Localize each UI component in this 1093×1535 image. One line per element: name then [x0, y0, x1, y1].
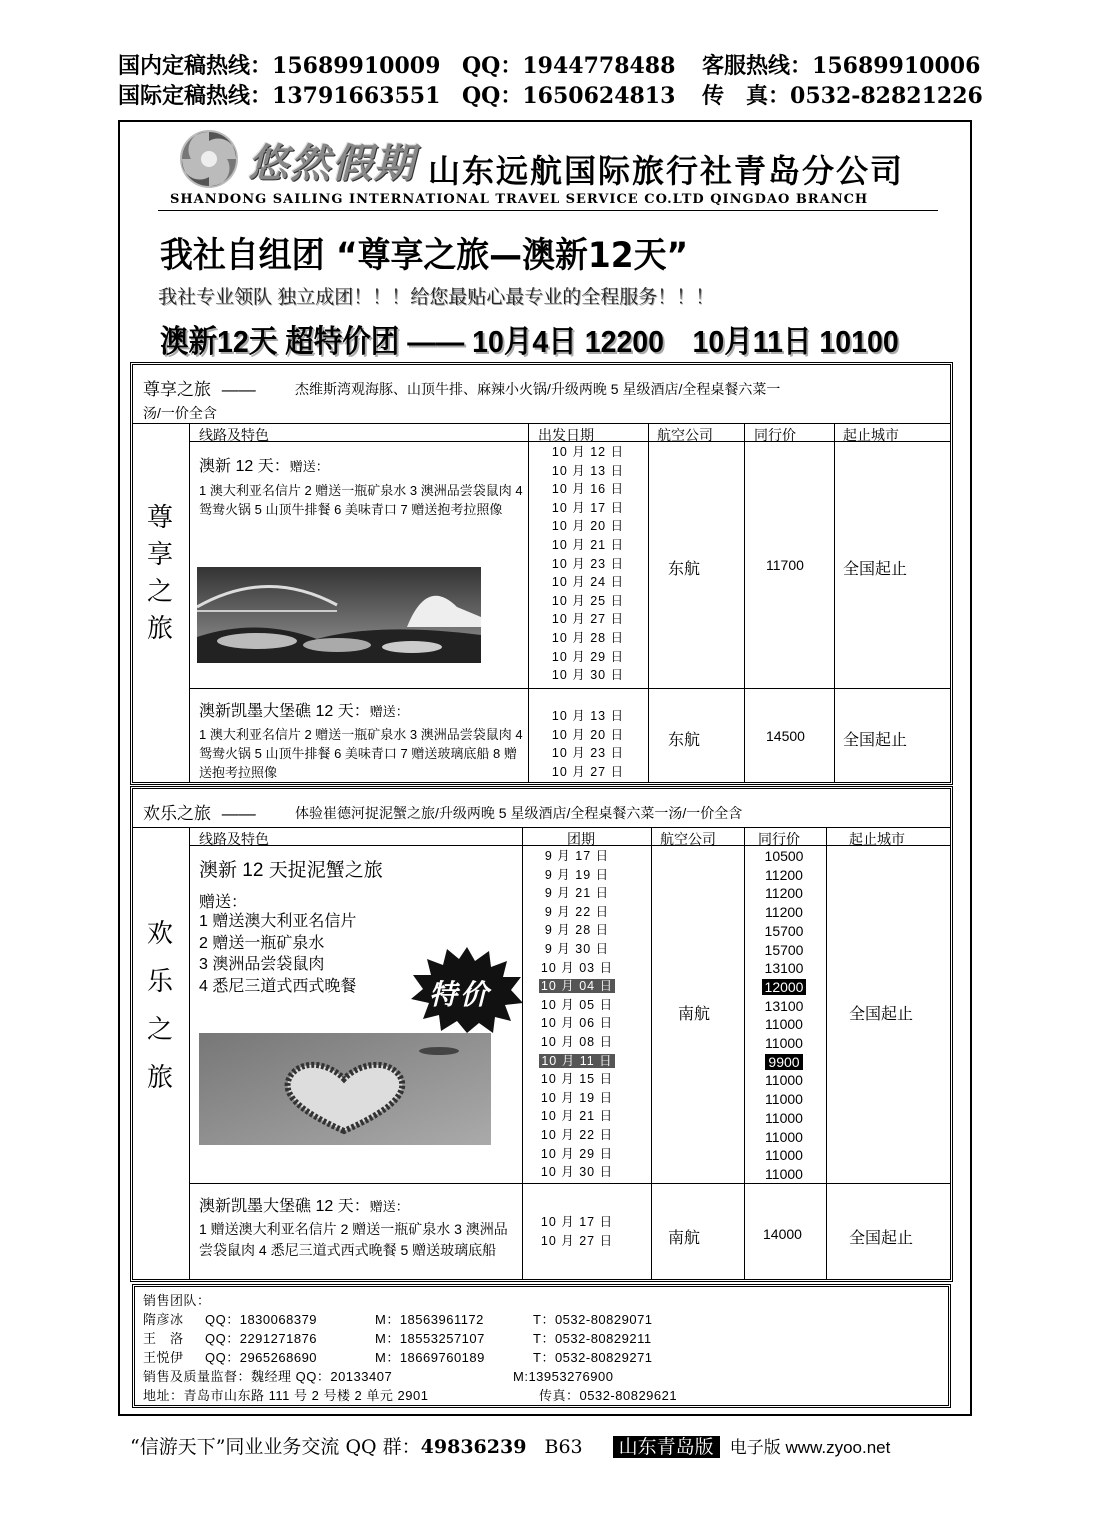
footer-qq-group: 49836239 — [420, 1436, 527, 1458]
gift-label: 赠送： — [369, 1199, 409, 1214]
agency-name-cn: 山东远航国际旅行社青岛分公司 — [428, 152, 905, 190]
agency-name-en: SHANDONG SAILING INTERNATIONAL TRAVEL SERVICE CO.LTD QINGDAO BRANCH — [170, 192, 869, 207]
route-title-text: 澳新凯墨大堡礁 12 天： — [199, 703, 370, 720]
promo-title: 我社自组团 “尊享之旅—澳新12天” — [160, 236, 689, 276]
route-title-text: 澳新凯墨大堡礁 12 天： — [199, 1198, 370, 1215]
promo-price-line: 澳新12天 超特价团 —— 10月4日 12200 10月11日 10100 — [160, 324, 899, 359]
gift-item: 4 悉尼三道式西式晚餐 — [199, 977, 357, 995]
logo-text: 悠然假期 — [248, 140, 416, 187]
date-list — [522, 1213, 632, 1250]
route-title — [199, 698, 409, 721]
route-title-text: 澳新 12 天： — [199, 458, 290, 475]
price-item: 11000 — [765, 1147, 803, 1164]
col-header-date: 团期 — [567, 831, 595, 847]
domestic-qq — [462, 53, 675, 79]
service-hotline — [702, 53, 980, 79]
col-rule — [834, 423, 835, 782]
promo-subtitle: 我社专业领队 独立成团！！！给您最贴心最专业的全程服务！！！ — [158, 287, 715, 308]
date-item: 10 月 20 日 — [551, 727, 625, 742]
price-cell: 11700 — [766, 557, 804, 573]
price-item: 15700 — [764, 941, 804, 958]
col-rule — [189, 423, 190, 782]
section-desc: 体验崔德河捉泥蟹之旅/升级两晚 5 星级酒店/全程桌餐六菜一汤/一价全含 — [295, 805, 743, 821]
sales-member-mobile: M：18563961172 — [375, 1312, 484, 1327]
airline-cell: 东航 — [668, 732, 701, 749]
route-title: 澳新 12 天捉泥蟹之旅 — [199, 860, 383, 881]
date-list — [522, 847, 632, 1182]
date-item: 10 月 28 日 — [551, 630, 625, 645]
date-item-highlighted — [522, 1052, 632, 1071]
table-rule — [189, 688, 950, 689]
address: 地址：青岛市山东路 111 号 2 号楼 2 单元 2901 — [143, 1388, 429, 1403]
col-rule — [189, 827, 190, 1279]
gift-item: 2 赠送一瓶矿泉水 — [199, 934, 325, 952]
section-title — [143, 375, 256, 400]
date-item: 9 月 30 日 — [544, 941, 610, 956]
domestic-hotline-phone: 15689910009 — [272, 53, 441, 79]
price-list — [744, 847, 824, 1184]
domestic-hotline-label: 国内定稿热线： — [118, 53, 273, 79]
footer-page-code: B63 — [544, 1436, 583, 1458]
highlight-date: 10 月 11 日 — [541, 1053, 613, 1068]
date-item: 10 月 06 日 — [540, 1016, 614, 1031]
sales-member-name: 王悦伊 — [143, 1350, 184, 1365]
section-desc-line1: 杰维斯湾观海豚、山顶牛排、麻辣小火锅/升级两晚 5 星级酒店/全程桌餐六菜一 — [295, 381, 781, 397]
section-zunxiang — [130, 362, 953, 785]
intl-hotline-phone: 13791663551 — [272, 83, 441, 109]
qq-label: QQ： — [462, 83, 523, 109]
date-item: 9 月 28 日 — [544, 923, 610, 938]
table-rule — [133, 827, 950, 828]
section-title-text: 欢乐之旅 — [143, 804, 211, 823]
date-item: 10 月 22 日 — [540, 1127, 614, 1142]
col-rule — [651, 827, 652, 1279]
price-item: 11200 — [765, 904, 803, 921]
date-item: 10 月 03 日 — [540, 960, 614, 975]
footer-site: 电子版 www.zyoo.net — [729, 1438, 891, 1457]
date-item: 9 月 21 日 — [544, 886, 610, 901]
price-cell: 14500 — [766, 728, 805, 744]
intl-qq — [462, 83, 675, 109]
sales-team-box — [132, 1284, 951, 1408]
date-item: 10 月 30 日 — [540, 1165, 614, 1180]
footer-edition-badge: 山东青岛版 — [613, 1436, 720, 1458]
footer-slogan: “信游天下”同业业务交流 QQ 群： — [130, 1436, 421, 1458]
gift-item: 3 澳洲品尝袋鼠肉 — [199, 956, 325, 973]
section-huanle — [130, 786, 953, 1282]
date-item: 10 月 16 日 — [551, 482, 625, 497]
route-title — [199, 453, 329, 476]
col-header-date: 出发日期 — [538, 427, 594, 443]
city-cell: 全国起止 — [849, 1230, 914, 1247]
date-list — [528, 707, 648, 781]
intl-hotline-label: 国际定稿热线： — [118, 83, 273, 109]
section-desc-line2: 汤/一价全含 — [143, 405, 217, 421]
city-cell: 全国起止 — [843, 732, 908, 749]
qq-value: 1650624813 — [522, 83, 676, 109]
date-item: 10 月 20 日 — [551, 519, 625, 534]
sales-member-mobile: M：18553257107 — [375, 1331, 485, 1346]
sales-title: 销售团队： — [143, 1293, 211, 1308]
date-item: 10 月 25 日 — [551, 593, 625, 608]
city-cell: 全国起止 — [849, 1006, 914, 1023]
date-item: 10 月 27 日 — [551, 612, 625, 627]
col-rule — [744, 423, 745, 782]
price-item: 11000 — [765, 1091, 803, 1108]
table-rule — [189, 1183, 950, 1184]
date-item: 10 月 27 日 — [540, 1233, 614, 1248]
price-item: 11000 — [765, 1128, 803, 1145]
price-item-highlighted — [744, 1053, 824, 1072]
section-dash: —— — [221, 380, 256, 399]
hotline-row-1 — [118, 53, 440, 79]
qq-value: 1944778488 — [522, 53, 676, 79]
price-item: 11000 — [765, 1109, 803, 1126]
col-rule — [648, 423, 649, 782]
supervisor: 销售及质量监督：魏经理 QQ：20133407 — [143, 1369, 393, 1384]
service-phone: 15689910006 — [812, 53, 981, 79]
date-item: 9 月 22 日 — [544, 904, 610, 919]
highlight-price: 9900 — [765, 1054, 802, 1070]
sales-member-name: 王 洛 — [143, 1331, 184, 1346]
date-item: 10 月 17 日 — [551, 500, 625, 515]
footer — [130, 1432, 890, 1459]
price-item: 11000 — [765, 1072, 803, 1089]
route-gifts: 1 澳大利亚名信片 2 赠送一瓶矿泉水 3 澳洲品尝袋鼠肉 4 鸳鸯火锅 5 山顶牛排餐 6 美味青口 7 赠送抱考拉照像 — [199, 483, 523, 517]
sales-member-name: 隋彦冰 — [143, 1312, 184, 1327]
sales-member-tel: T：0532-80829071 — [533, 1312, 653, 1327]
price-item: 13100 — [764, 960, 804, 977]
col-header-price: 同行价 — [758, 831, 800, 847]
date-item: 10 月 13 日 — [551, 709, 625, 723]
gift-label: 赠送： — [289, 459, 329, 474]
col-header-airline: 航空公司 — [660, 831, 716, 847]
date-item: 9 月 17 日 — [544, 849, 610, 863]
route-gifts: 1 澳大利亚名信片 2 赠送一瓶矿泉水 3 澳洲品尝袋鼠肉 4 鸳鸯火锅 5 山顶牛排餐 6 美味青口 7 赠送玻璃底船 8 赠送抱考拉照像 — [199, 727, 523, 780]
city-cell: 全国起止 — [843, 561, 908, 578]
date-item: 9 月 19 日 — [544, 867, 610, 882]
date-item: 10 月 23 日 — [551, 556, 625, 571]
col-header-city: 起止城市 — [843, 427, 899, 443]
price-item: 13100 — [764, 997, 804, 1014]
gift-list — [199, 911, 356, 997]
date-item: 10 月 23 日 — [551, 746, 625, 761]
airline-cell: 东航 — [668, 561, 701, 578]
airline-cell: 南航 — [678, 1006, 711, 1023]
agency-header — [158, 128, 938, 214]
highlight-price: 12000 — [762, 979, 807, 995]
date-item: 10 月 30 日 — [551, 668, 625, 683]
gift-item: 1 赠送澳大利亚名信片 — [199, 913, 357, 930]
col-header-price: 同行价 — [754, 427, 796, 443]
price-item: 11200 — [765, 885, 803, 902]
sales-member-qq: QQ：2965268690 — [205, 1350, 318, 1365]
logo-swirl-icon — [178, 128, 240, 190]
date-item: 10 月 27 日 — [551, 764, 625, 779]
price-item: 10500 — [764, 848, 804, 864]
section-title-text: 尊享之旅 — [143, 380, 211, 399]
gift-label: 赠送： — [199, 894, 248, 911]
date-list — [528, 443, 648, 685]
col-header-route: 线路及特色 — [199, 427, 269, 443]
col-rule — [826, 827, 827, 1279]
qq-label: QQ： — [462, 53, 523, 79]
date-item: 10 月 24 日 — [551, 575, 625, 590]
price-item: 11200 — [765, 866, 803, 883]
sydney-harbour-photo — [197, 567, 481, 663]
date-item: 10 月 13 日 — [551, 463, 625, 478]
price-item-highlighted — [744, 978, 824, 997]
col-header-airline: 航空公司 — [657, 427, 713, 443]
section-vertical-label: 尊享之旅 — [146, 502, 173, 643]
date-item: 10 月 17 日 — [540, 1215, 614, 1229]
header-divider — [158, 210, 938, 211]
price-item: 11000 — [765, 1016, 803, 1033]
col-header-route: 线路及特色 — [199, 831, 269, 847]
date-item: 10 月 12 日 — [551, 445, 625, 459]
price-cell: 14000 — [763, 1226, 802, 1242]
section-vertical-label: 欢乐之旅 — [146, 918, 173, 1092]
date-item: 10 月 05 日 — [540, 997, 614, 1012]
gift-label: 赠送： — [369, 704, 409, 719]
route-title — [199, 1193, 409, 1216]
fax-label: 传 真： — [702, 83, 791, 109]
sales-member-mobile: M：18669760189 — [375, 1350, 485, 1365]
date-item-highlighted — [522, 977, 632, 996]
col-header-city: 起止城市 — [849, 831, 905, 847]
price-item: 11000 — [765, 1035, 803, 1052]
sales-member-tel: T：0532-80829211 — [533, 1331, 652, 1346]
supervisor-mobile: M:13953276900 — [513, 1369, 614, 1384]
sales-member-qq: QQ：1830068379 — [205, 1312, 318, 1327]
date-item: 10 月 19 日 — [540, 1090, 614, 1105]
sales-member-qq: QQ：2291271876 — [205, 1331, 318, 1346]
sales-fax: 传真：0532-80829621 — [539, 1388, 678, 1403]
date-item: 10 月 15 日 — [540, 1072, 614, 1087]
special-price-badge: 特价 — [429, 979, 492, 1010]
date-item: 10 月 29 日 — [551, 649, 625, 664]
highlight-date: 10 月 04 日 — [540, 979, 614, 994]
airline-cell: 南航 — [668, 1230, 701, 1247]
route-gifts: 1 赠送澳大利亚名信片 2 赠送一瓶矿泉水 3 澳洲品尝袋鼠肉 4 悉尼三道式西式晚餐 5 赠送玻璃底船 — [199, 1221, 508, 1258]
service-label: 客服热线： — [702, 53, 813, 79]
section-title — [143, 799, 256, 824]
date-item: 10 月 21 日 — [540, 1109, 614, 1124]
sales-member-tel: T：0532-80829271 — [533, 1350, 653, 1365]
fax-line — [702, 83, 983, 109]
price-item: 15700 — [764, 922, 804, 939]
date-item: 10 月 08 日 — [540, 1034, 614, 1049]
hotline-row-2 — [118, 83, 440, 109]
date-item: 10 月 29 日 — [540, 1146, 614, 1161]
section-dash: —— — [221, 804, 256, 823]
heart-reef-photo — [199, 1033, 491, 1145]
date-item: 10 月 21 日 — [551, 537, 625, 552]
fax-value: 0532-82821226 — [790, 83, 983, 109]
table-rule — [133, 423, 950, 424]
price-item: 11000 — [765, 1165, 803, 1182]
